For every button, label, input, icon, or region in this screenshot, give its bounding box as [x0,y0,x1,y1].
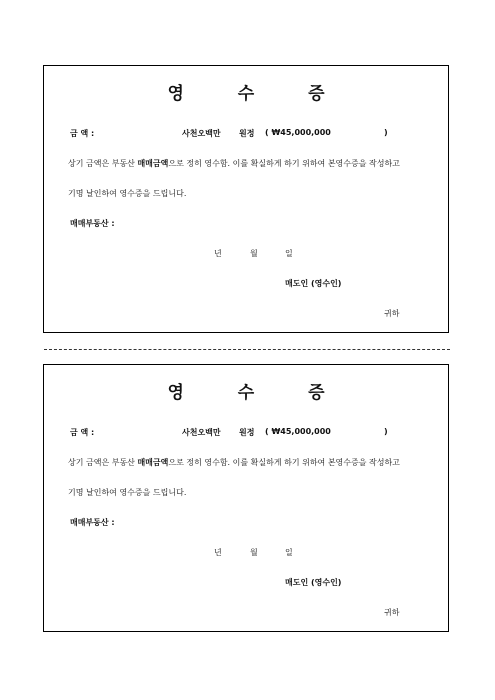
cut-line-divider [44,349,450,350]
recipient-suffix: 귀하 [384,309,400,318]
property-label: 매매부동산 : [70,518,115,527]
amount-in-words: 사천오백만 [182,428,221,437]
amount-won-suffix: 원정 [239,428,255,437]
amount-label: 금 액 : [70,129,95,138]
body-text-1b: 으로 정히 영수함. 이를 확실하게 하기 위하여 본영수증을 작성하고 [168,159,400,168]
body-text-line-2: 기명 날인하여 영수증을 드립니다. [68,189,187,198]
receipt-title: 영 수 증 [167,383,349,403]
amount-in-words: 사천오백만 [182,129,221,138]
seller-label: 매도인 (영수인) [285,279,342,288]
body-text-line-1 [68,158,400,169]
date-month: 월 [250,249,258,258]
receipt-top [43,65,449,333]
body-text-1-bold: 매매금액 [137,159,169,168]
date-day: 일 [285,249,293,258]
amount-number: ( ₩45,000,000 [265,427,331,436]
date-day: 일 [285,548,293,557]
seller-label: 매도인 (영수인) [285,578,342,587]
date-year: 년 [214,548,222,557]
body-text-1-bold: 매매금액 [137,458,169,467]
amount-close-paren: ) [384,128,388,137]
amount-close-paren: ) [384,427,388,436]
receipt-bottom [43,364,449,632]
body-text-line-1 [68,457,400,468]
body-text-1a: 상기 금액은 부동산 [68,159,138,168]
amount-number: ( ₩45,000,000 [265,128,331,137]
amount-label: 금 액 : [70,428,95,437]
recipient-suffix: 귀하 [384,608,400,617]
body-text-line-2: 기명 날인하여 영수증을 드립니다. [68,488,187,497]
property-label: 매매부동산 : [70,219,115,228]
receipt-title: 영 수 증 [167,84,349,104]
amount-won-suffix: 원정 [239,129,255,138]
body-text-1b: 으로 정히 영수함. 이를 확실하게 하기 위하여 본영수증을 작성하고 [168,458,400,467]
body-text-1a: 상기 금액은 부동산 [68,458,138,467]
date-year: 년 [214,249,222,258]
date-month: 월 [250,548,258,557]
